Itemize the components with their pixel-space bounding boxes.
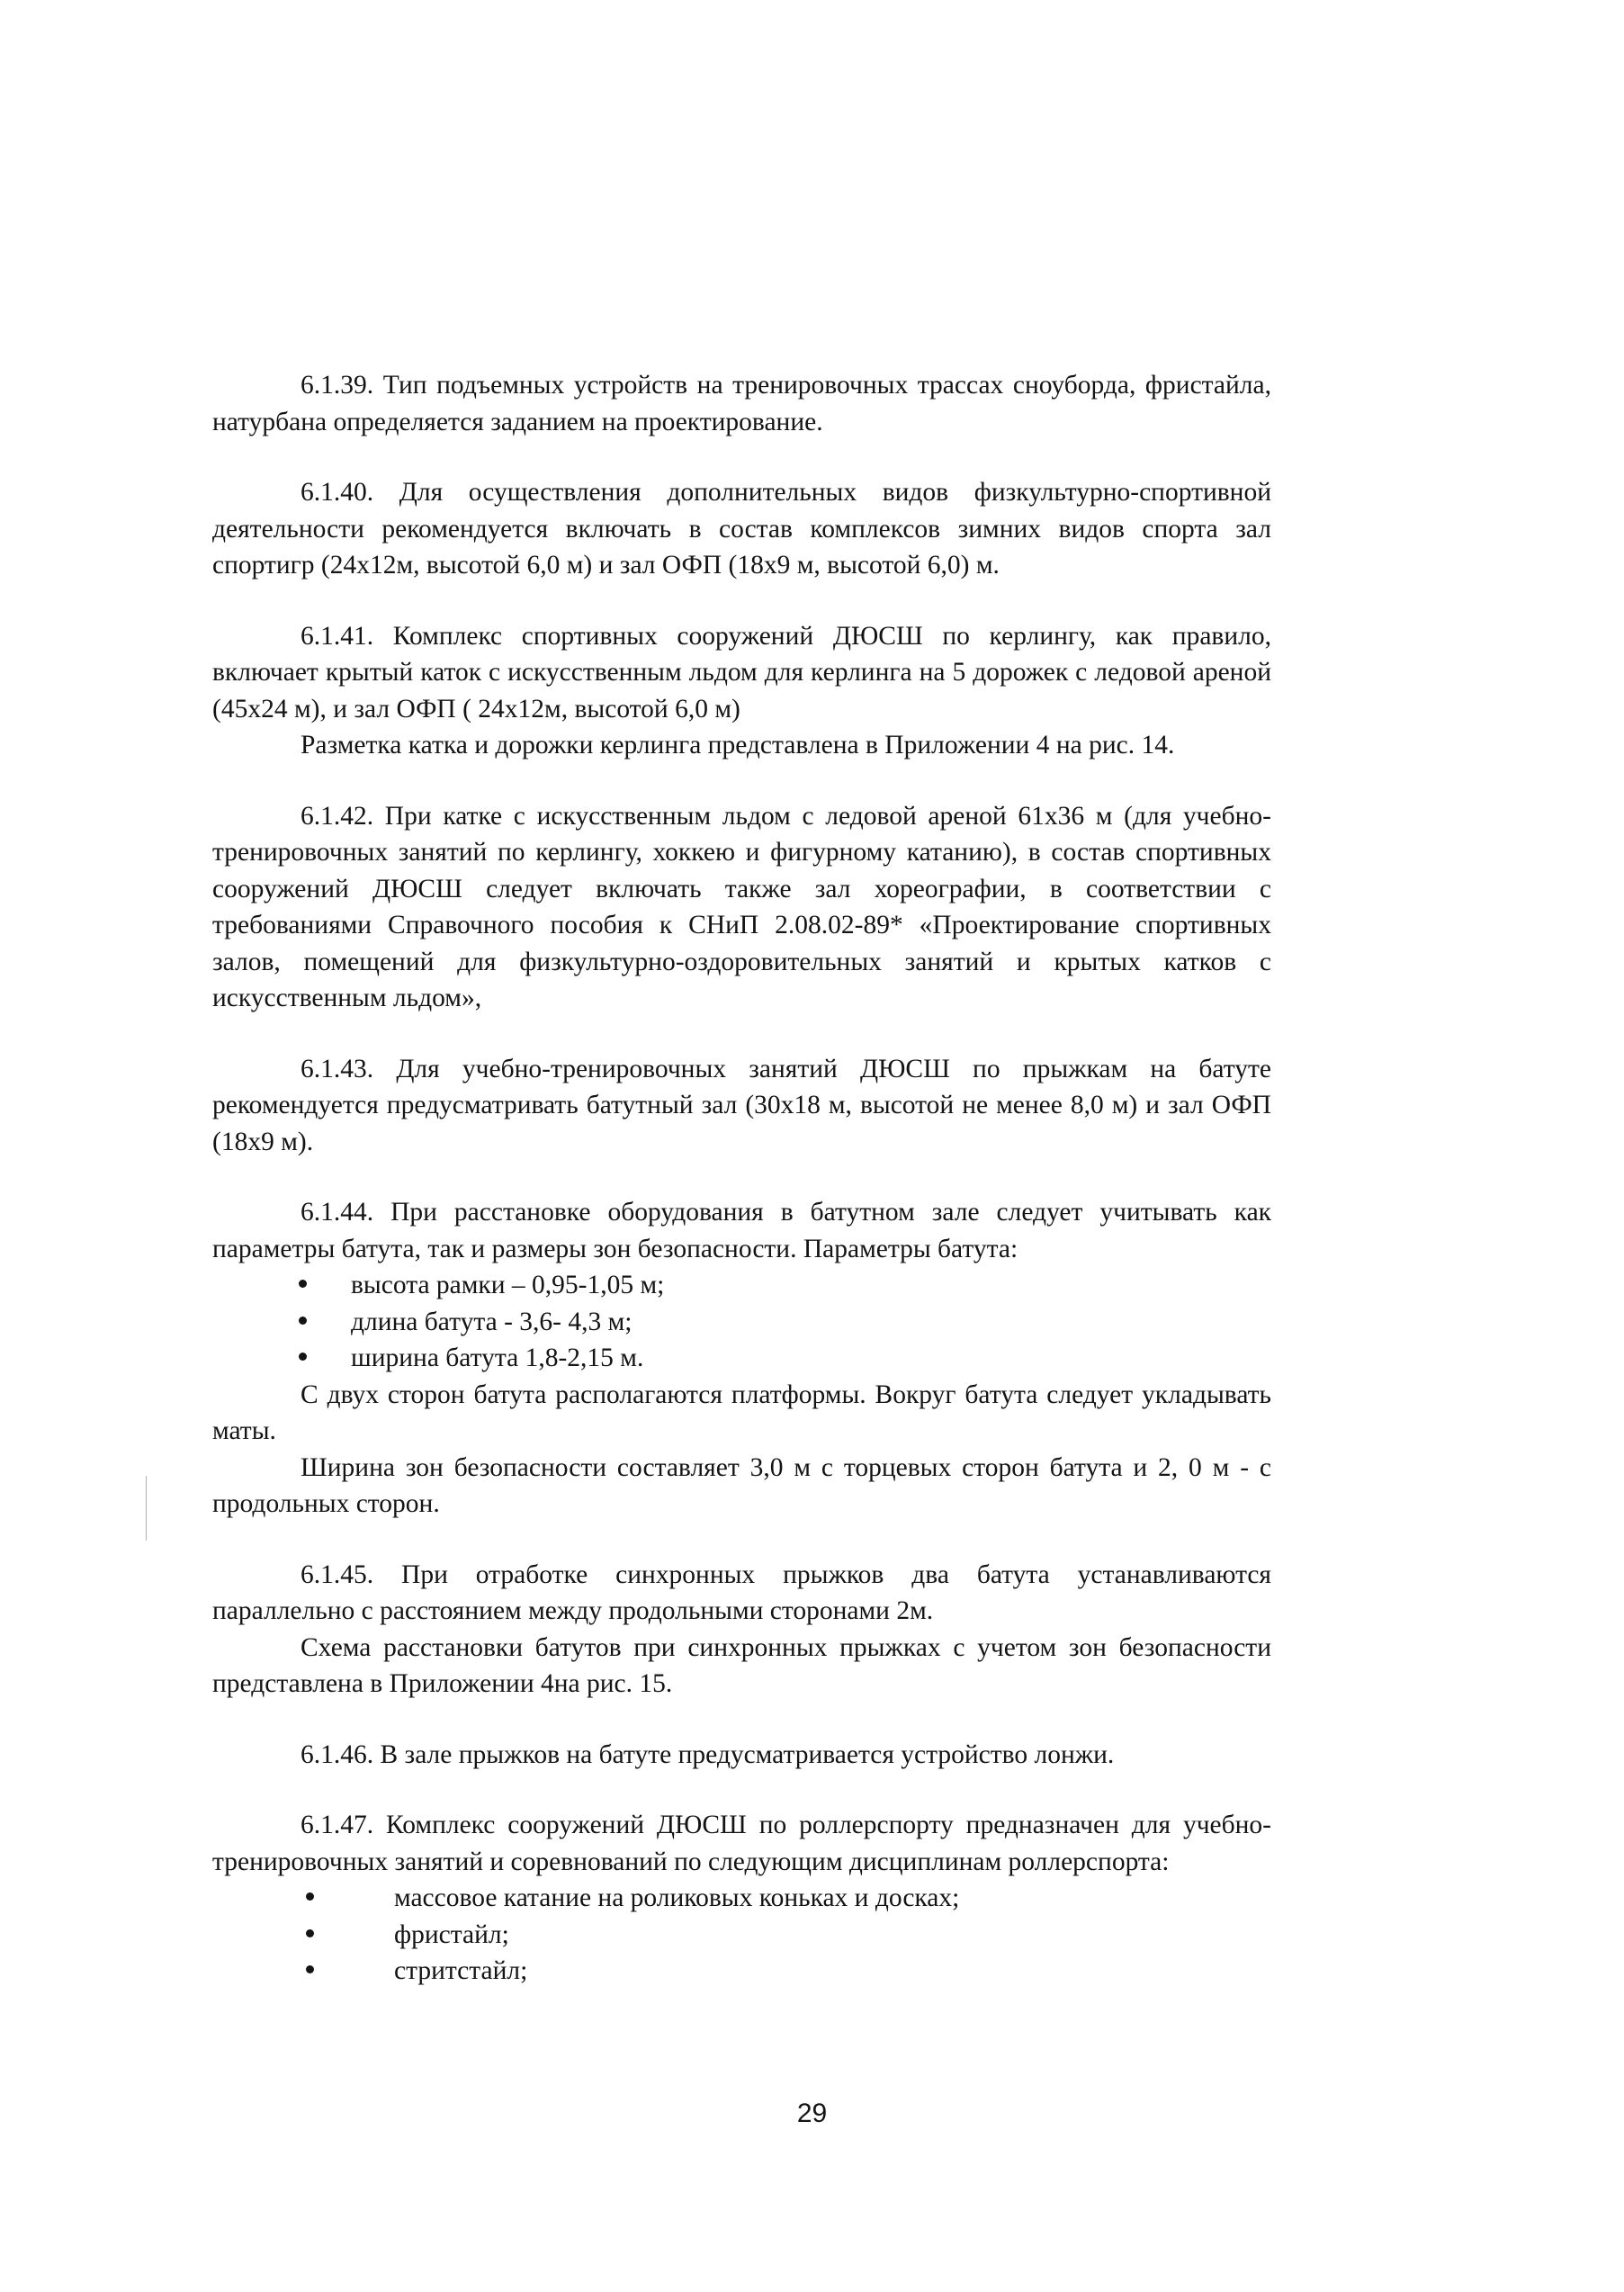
bullet-icon <box>299 1280 307 1288</box>
document-body <box>212 367 1271 1990</box>
bullet-icon <box>306 1929 314 1937</box>
page-number: 29 <box>796 2099 828 2128</box>
list-item <box>212 1880 1271 1917</box>
bullet-icon <box>306 1965 314 1973</box>
list-item <box>212 1953 1271 1990</box>
trampoline-params-list <box>212 1267 1271 1377</box>
list-item-text: стритстайл; <box>394 1956 528 1985</box>
paragraph-6-1-44-safety: Ширина зон безопасности составляет 3,0 м с торцевых сторон батута и 2, 0 м - с продольных сторон. <box>212 1452 1271 1518</box>
list-item <box>212 1340 1271 1377</box>
paragraph-6-1-41: 6.1.41. Комплекс спортивных сооружений ДЮСШ по керлингу, как правило, включает крытый каток с искусственным льдом для керлинга на 5 дорожек с ледовой ареной (45х24 м), и зал ОФП ( 24х12м, высотой 6,0 м) <box>212 621 1271 724</box>
bullet-icon <box>299 1317 307 1325</box>
margin-mark <box>146 1476 147 1541</box>
list-item-text: массовое катание на роликовых коньках и досках; <box>394 1883 960 1912</box>
paragraph-6-1-42: 6.1.42. При катке с искусственным льдом с ледовой ареной 61х36 м (для учебно-тренировочных занятий по керлингу, хоккею и фигурному катанию), в состав спортивных сооружений ДЮСШ следует включать также зал хореографии, в соответствии с требованиями Справочного пособия к СНиП 2.08.02-89* «Проектирование спортивных залов, помещений для физкультурно-оздоровительных занятий и крытых катков с искусственным льдом», <box>212 801 1271 1012</box>
paragraph-6-1-43: 6.1.43. Для учебно-тренировочных занятий ДЮСШ по прыжкам на батуте рекомендуется предусматривать батутный зал (30х18 м, высотой не менее 8,0 м) и зал ОФП (18х9 м). <box>212 1054 1271 1156</box>
list-item-text: фристайл; <box>394 1919 509 1949</box>
paragraph-6-1-47: 6.1.47. Комплекс сооружений ДЮСШ по роллерспорту предназначен для учебно-тренировочных занятий и соревнований по следующим дисциплинам роллерспорта: <box>212 1811 1271 1876</box>
bullet-icon <box>306 1892 314 1901</box>
list-item-text: длина батута - 3,6- 4,3 м; <box>351 1307 633 1336</box>
list-item-text: высота рамки – 0,95-1,05 м; <box>351 1271 665 1299</box>
list-item <box>212 1304 1271 1341</box>
paragraph-6-1-44: 6.1.44. При расстановке оборудования в батутном зале следует учитывать как параметры батута, так и размеры зон безопасности. Параметры батута: <box>212 1198 1271 1263</box>
list-item <box>212 1917 1271 1954</box>
paragraph-6-1-40: 6.1.40. Для осуществления дополнительных видов физкультурно-спортивной деятельности рекомендуется включать в состав комплексов зимних видов спорта зал спортигр (24х12м, высотой 6,0 м) и зал ОФП (18х9 м, высотой 6,0) м. <box>212 478 1271 580</box>
paragraph-6-1-44-platforms: С двух сторон батута располагаются платформы. Вокруг батута следует укладывать маты. <box>212 1380 1271 1445</box>
paragraph-6-1-39: 6.1.39. Тип подъемных устройств на тренировочных трассах сноуборда, фристайла, натурбана определяется заданием на проектирование. <box>212 371 1271 436</box>
paragraph-6-1-46: 6.1.46. В зале прыжков на батуте предусматривается устройство лонжи. <box>301 1739 1115 1769</box>
paragraph-6-1-45-scheme: Схема расстановки батутов при синхронных прыжках с учетом зон безопасности представлена в Приложении 4на рис. 15. <box>212 1632 1271 1698</box>
list-item-text: ширина батута 1,8-2,15 м. <box>351 1344 644 1372</box>
paragraph-6-1-41-note: Разметка катка и дорожки керлинга представлена в Приложении 4 на рис. 14. <box>301 731 1175 760</box>
paragraph-6-1-45: 6.1.45. При отработке синхронных прыжков два батута устанавливаются параллельно с расстоянием между продольными сторонами 2м. <box>212 1559 1271 1625</box>
list-item <box>212 1267 1271 1304</box>
roller-disciplines-list <box>212 1880 1271 1990</box>
bullet-icon <box>299 1353 307 1361</box>
